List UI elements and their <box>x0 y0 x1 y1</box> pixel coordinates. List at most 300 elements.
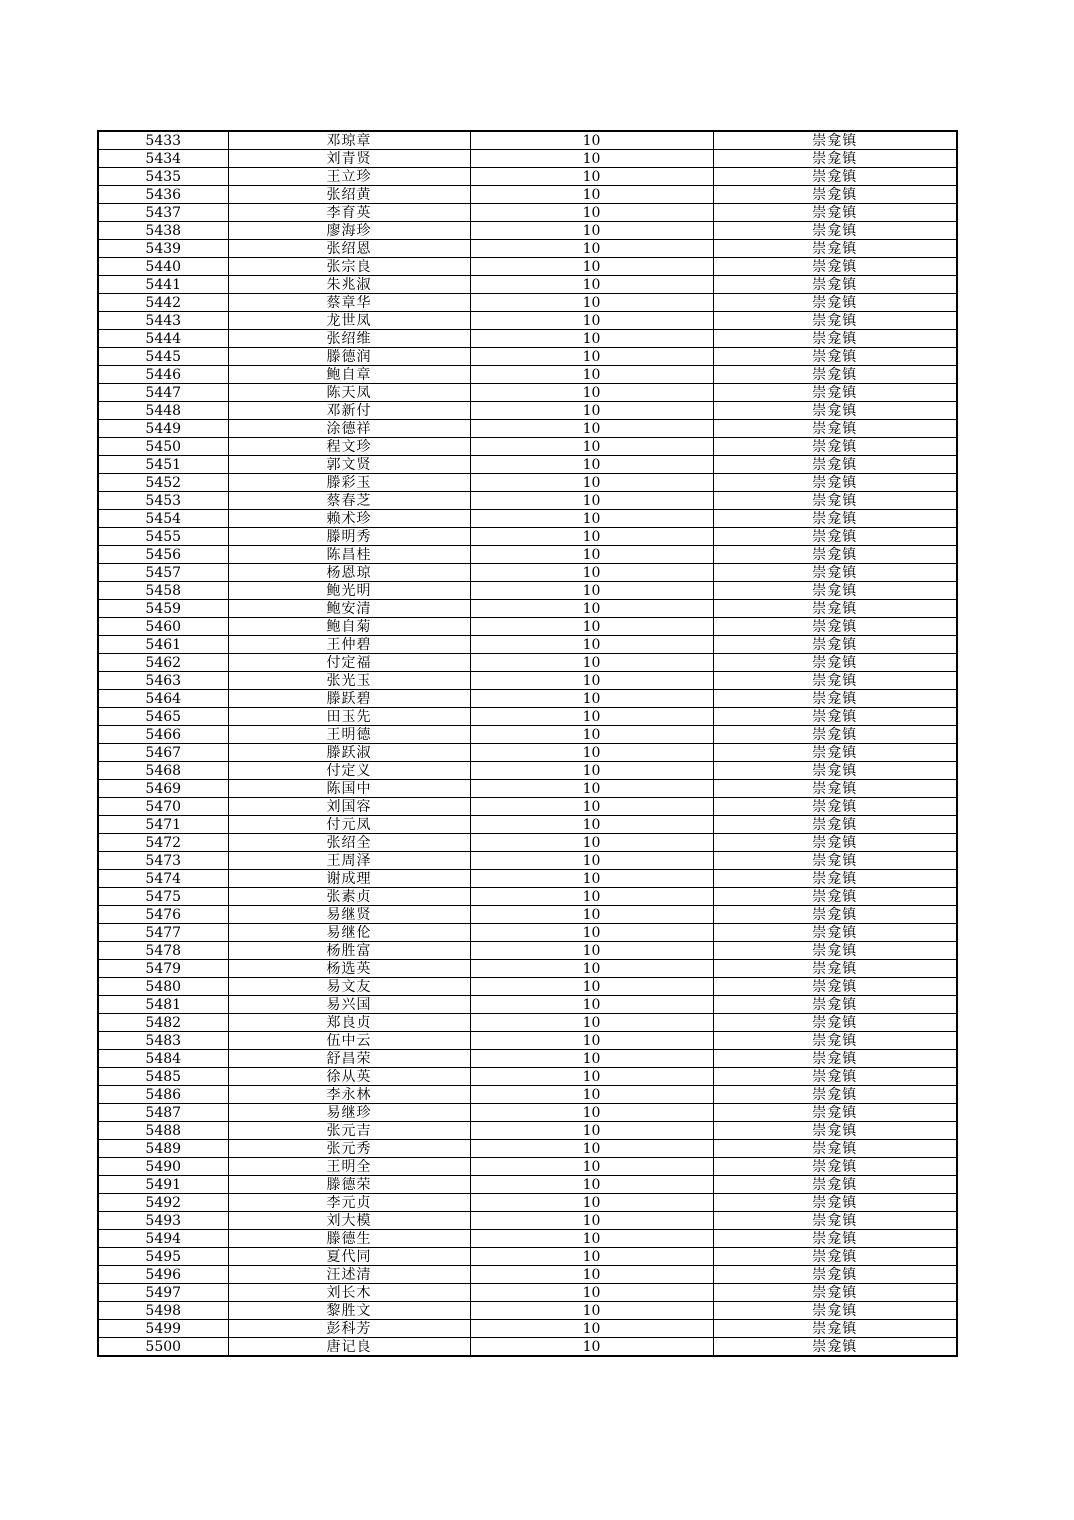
amount-cell: 10 <box>470 258 713 276</box>
amount-cell: 10 <box>470 708 713 726</box>
town-cell: 崇龛镇 <box>713 276 957 294</box>
table-row <box>98 1338 957 1357</box>
row-number-cell: 5463 <box>98 672 228 690</box>
row-number-cell: 5498 <box>98 1302 228 1320</box>
table-row <box>98 960 957 978</box>
amount-cell: 10 <box>470 312 713 330</box>
table-row <box>98 798 957 816</box>
amount-cell: 10 <box>470 978 713 996</box>
table-row <box>98 168 957 186</box>
person-name-cell: 易继珍 <box>228 1104 470 1122</box>
town-cell: 崇龛镇 <box>713 1014 957 1032</box>
table-row <box>98 366 957 384</box>
table-row <box>98 348 957 366</box>
table-row <box>98 186 957 204</box>
row-number-cell: 5456 <box>98 546 228 564</box>
row-number-cell: 5447 <box>98 384 228 402</box>
row-number-cell: 5451 <box>98 456 228 474</box>
row-number-cell: 5497 <box>98 1284 228 1302</box>
town-cell: 崇龛镇 <box>713 131 957 150</box>
person-name-cell: 涂德祥 <box>228 420 470 438</box>
row-number-cell: 5452 <box>98 474 228 492</box>
amount-cell: 10 <box>470 996 713 1014</box>
amount-cell: 10 <box>470 906 713 924</box>
person-name-cell: 李元贞 <box>228 1194 470 1212</box>
amount-cell: 10 <box>470 1284 713 1302</box>
table-row <box>98 1212 957 1230</box>
person-name-cell: 伍中云 <box>228 1032 470 1050</box>
amount-cell: 10 <box>470 366 713 384</box>
town-cell: 崇龛镇 <box>713 1266 957 1284</box>
person-name-cell: 邓琼章 <box>228 131 470 150</box>
amount-cell: 10 <box>470 240 713 258</box>
amount-cell: 10 <box>470 1086 713 1104</box>
amount-cell: 10 <box>470 131 713 150</box>
row-number-cell: 5448 <box>98 402 228 420</box>
town-cell: 崇龛镇 <box>713 1338 957 1357</box>
row-number-cell: 5476 <box>98 906 228 924</box>
row-number-cell: 5469 <box>98 780 228 798</box>
amount-cell: 10 <box>470 510 713 528</box>
town-cell: 崇龛镇 <box>713 1158 957 1176</box>
row-number-cell: 5462 <box>98 654 228 672</box>
person-name-cell: 张绍维 <box>228 330 470 348</box>
amount-cell: 10 <box>470 744 713 762</box>
row-number-cell: 5489 <box>98 1140 228 1158</box>
person-name-cell: 郭文贤 <box>228 456 470 474</box>
table-row <box>98 1014 957 1032</box>
table-row <box>98 456 957 474</box>
person-name-cell: 廖海珍 <box>228 222 470 240</box>
amount-cell: 10 <box>470 528 713 546</box>
amount-cell: 10 <box>470 1158 713 1176</box>
amount-cell: 10 <box>470 456 713 474</box>
amount-cell: 10 <box>470 438 713 456</box>
amount-cell: 10 <box>470 1032 713 1050</box>
amount-cell: 10 <box>470 168 713 186</box>
amount-cell: 10 <box>470 1014 713 1032</box>
person-name-cell: 张元吉 <box>228 1122 470 1140</box>
table-row <box>98 834 957 852</box>
town-cell: 崇龛镇 <box>713 474 957 492</box>
row-number-cell: 5443 <box>98 312 228 330</box>
table-row <box>98 438 957 456</box>
table-row <box>98 222 957 240</box>
table-row <box>98 1068 957 1086</box>
row-number-cell: 5453 <box>98 492 228 510</box>
row-number-cell: 5441 <box>98 276 228 294</box>
person-name-cell: 唐记良 <box>228 1338 470 1357</box>
amount-cell: 10 <box>470 204 713 222</box>
row-number-cell: 5455 <box>98 528 228 546</box>
town-cell: 崇龛镇 <box>713 546 957 564</box>
row-number-cell: 5491 <box>98 1176 228 1194</box>
town-cell: 崇龛镇 <box>713 888 957 906</box>
amount-cell: 10 <box>470 492 713 510</box>
table-row <box>98 996 957 1014</box>
table-row <box>98 852 957 870</box>
table-body <box>98 131 957 1356</box>
table-row <box>98 1230 957 1248</box>
person-name-cell: 赖术珍 <box>228 510 470 528</box>
amount-cell: 10 <box>470 780 713 798</box>
person-name-cell: 龙世凤 <box>228 312 470 330</box>
town-cell: 崇龛镇 <box>713 510 957 528</box>
person-name-cell: 李育英 <box>228 204 470 222</box>
person-name-cell: 郑良贞 <box>228 1014 470 1032</box>
person-name-cell: 鲍光明 <box>228 582 470 600</box>
table-row <box>98 1032 957 1050</box>
data-table <box>97 130 958 1357</box>
table-row <box>98 384 957 402</box>
town-cell: 崇龛镇 <box>713 1068 957 1086</box>
town-cell: 崇龛镇 <box>713 672 957 690</box>
row-number-cell: 5475 <box>98 888 228 906</box>
amount-cell: 10 <box>470 1068 713 1086</box>
table-row <box>98 150 957 168</box>
row-number-cell: 5454 <box>98 510 228 528</box>
town-cell: 崇龛镇 <box>713 1140 957 1158</box>
row-number-cell: 5479 <box>98 960 228 978</box>
amount-cell: 10 <box>470 726 713 744</box>
amount-cell: 10 <box>470 186 713 204</box>
row-number-cell: 5483 <box>98 1032 228 1050</box>
row-number-cell: 5472 <box>98 834 228 852</box>
town-cell: 崇龛镇 <box>713 168 957 186</box>
table-row <box>98 1266 957 1284</box>
person-name-cell: 陈国中 <box>228 780 470 798</box>
row-number-cell: 5487 <box>98 1104 228 1122</box>
table-row <box>98 474 957 492</box>
table-row <box>98 564 957 582</box>
town-cell: 崇龛镇 <box>713 348 957 366</box>
town-cell: 崇龛镇 <box>713 1284 957 1302</box>
table-row <box>98 1284 957 1302</box>
row-number-cell: 5482 <box>98 1014 228 1032</box>
row-number-cell: 5457 <box>98 564 228 582</box>
town-cell: 崇龛镇 <box>713 1320 957 1338</box>
town-cell: 崇龛镇 <box>713 744 957 762</box>
town-cell: 崇龛镇 <box>713 204 957 222</box>
person-name-cell: 陈天凤 <box>228 384 470 402</box>
table-row <box>98 1122 957 1140</box>
row-number-cell: 5436 <box>98 186 228 204</box>
amount-cell: 10 <box>470 276 713 294</box>
row-number-cell: 5485 <box>98 1068 228 1086</box>
person-name-cell: 滕明秀 <box>228 528 470 546</box>
amount-cell: 10 <box>470 762 713 780</box>
town-cell: 崇龛镇 <box>713 1248 957 1266</box>
town-cell: 崇龛镇 <box>713 1050 957 1068</box>
row-number-cell: 5474 <box>98 870 228 888</box>
amount-cell: 10 <box>470 582 713 600</box>
person-name-cell: 王仲碧 <box>228 636 470 654</box>
row-number-cell: 5494 <box>98 1230 228 1248</box>
row-number-cell: 5484 <box>98 1050 228 1068</box>
row-number-cell: 5470 <box>98 798 228 816</box>
amount-cell: 10 <box>470 816 713 834</box>
town-cell: 崇龛镇 <box>713 690 957 708</box>
town-cell: 崇龛镇 <box>713 1104 957 1122</box>
town-cell: 崇龛镇 <box>713 1212 957 1230</box>
table-row <box>98 240 957 258</box>
town-cell: 崇龛镇 <box>713 996 957 1014</box>
town-cell: 崇龛镇 <box>713 222 957 240</box>
amount-cell: 10 <box>470 672 713 690</box>
town-cell: 崇龛镇 <box>713 186 957 204</box>
amount-cell: 10 <box>470 1302 713 1320</box>
town-cell: 崇龛镇 <box>713 762 957 780</box>
table-row <box>98 131 957 150</box>
town-cell: 崇龛镇 <box>713 456 957 474</box>
row-number-cell: 5434 <box>98 150 228 168</box>
amount-cell: 10 <box>470 1176 713 1194</box>
town-cell: 崇龛镇 <box>713 528 957 546</box>
person-name-cell: 张素贞 <box>228 888 470 906</box>
person-name-cell: 汪述清 <box>228 1266 470 1284</box>
person-name-cell: 李永林 <box>228 1086 470 1104</box>
town-cell: 崇龛镇 <box>713 726 957 744</box>
person-name-cell: 张宗良 <box>228 258 470 276</box>
row-number-cell: 5495 <box>98 1248 228 1266</box>
row-number-cell: 5460 <box>98 618 228 636</box>
town-cell: 崇龛镇 <box>713 978 957 996</box>
person-name-cell: 夏代同 <box>228 1248 470 1266</box>
table-row <box>98 978 957 996</box>
town-cell: 崇龛镇 <box>713 852 957 870</box>
town-cell: 崇龛镇 <box>713 870 957 888</box>
town-cell: 崇龛镇 <box>713 1176 957 1194</box>
person-name-cell: 舒昌荣 <box>228 1050 470 1068</box>
person-name-cell: 滕德生 <box>228 1230 470 1248</box>
row-number-cell: 5473 <box>98 852 228 870</box>
town-cell: 崇龛镇 <box>713 564 957 582</box>
person-name-cell: 易文友 <box>228 978 470 996</box>
amount-cell: 10 <box>470 1194 713 1212</box>
table-row <box>98 942 957 960</box>
table-row <box>98 618 957 636</box>
person-name-cell: 张绍黄 <box>228 186 470 204</box>
person-name-cell: 滕跃淑 <box>228 744 470 762</box>
person-name-cell: 程文珍 <box>228 438 470 456</box>
town-cell: 崇龛镇 <box>713 906 957 924</box>
town-cell: 崇龛镇 <box>713 384 957 402</box>
table-row <box>98 708 957 726</box>
amount-cell: 10 <box>470 1320 713 1338</box>
table-row <box>98 1140 957 1158</box>
amount-cell: 10 <box>470 1212 713 1230</box>
table-row <box>98 492 957 510</box>
table-row <box>98 204 957 222</box>
person-name-cell: 付元凤 <box>228 816 470 834</box>
town-cell: 崇龛镇 <box>713 1122 957 1140</box>
amount-cell: 10 <box>470 1104 713 1122</box>
amount-cell: 10 <box>470 618 713 636</box>
person-name-cell: 易兴国 <box>228 996 470 1014</box>
amount-cell: 10 <box>470 420 713 438</box>
table-row <box>98 402 957 420</box>
town-cell: 崇龛镇 <box>713 636 957 654</box>
row-number-cell: 5486 <box>98 1086 228 1104</box>
amount-cell: 10 <box>470 1140 713 1158</box>
amount-cell: 10 <box>470 924 713 942</box>
table-row <box>98 546 957 564</box>
town-cell: 崇龛镇 <box>713 258 957 276</box>
town-cell: 崇龛镇 <box>713 618 957 636</box>
town-cell: 崇龛镇 <box>713 294 957 312</box>
amount-cell: 10 <box>470 1050 713 1068</box>
table-row <box>98 258 957 276</box>
table-row <box>98 1176 957 1194</box>
row-number-cell: 5450 <box>98 438 228 456</box>
row-number-cell: 5445 <box>98 348 228 366</box>
town-cell: 崇龛镇 <box>713 402 957 420</box>
person-name-cell: 杨选英 <box>228 960 470 978</box>
row-number-cell: 5449 <box>98 420 228 438</box>
table-row <box>98 1302 957 1320</box>
amount-cell: 10 <box>470 402 713 420</box>
town-cell: 崇龛镇 <box>713 708 957 726</box>
town-cell: 崇龛镇 <box>713 150 957 168</box>
table-row <box>98 906 957 924</box>
row-number-cell: 5464 <box>98 690 228 708</box>
amount-cell: 10 <box>470 330 713 348</box>
table-row <box>98 726 957 744</box>
town-cell: 崇龛镇 <box>713 1230 957 1248</box>
amount-cell: 10 <box>470 1266 713 1284</box>
town-cell: 崇龛镇 <box>713 924 957 942</box>
person-name-cell: 蔡章华 <box>228 294 470 312</box>
person-name-cell: 滕彩玉 <box>228 474 470 492</box>
town-cell: 崇龛镇 <box>713 366 957 384</box>
amount-cell: 10 <box>470 654 713 672</box>
amount-cell: 10 <box>470 690 713 708</box>
row-number-cell: 5459 <box>98 600 228 618</box>
person-name-cell: 易继伦 <box>228 924 470 942</box>
town-cell: 崇龛镇 <box>713 816 957 834</box>
town-cell: 崇龛镇 <box>713 438 957 456</box>
table-row <box>98 690 957 708</box>
amount-cell: 10 <box>470 348 713 366</box>
town-cell: 崇龛镇 <box>713 1086 957 1104</box>
amount-cell: 10 <box>470 1338 713 1357</box>
row-number-cell: 5477 <box>98 924 228 942</box>
table-row <box>98 924 957 942</box>
person-name-cell: 王明全 <box>228 1158 470 1176</box>
table-row <box>98 636 957 654</box>
table-row <box>98 1248 957 1266</box>
person-name-cell: 刘国容 <box>228 798 470 816</box>
row-number-cell: 5439 <box>98 240 228 258</box>
amount-cell: 10 <box>470 888 713 906</box>
person-name-cell: 张绍恩 <box>228 240 470 258</box>
table-row <box>98 582 957 600</box>
row-number-cell: 5438 <box>98 222 228 240</box>
town-cell: 崇龛镇 <box>713 942 957 960</box>
amount-cell: 10 <box>470 474 713 492</box>
person-name-cell: 付定福 <box>228 654 470 672</box>
row-number-cell: 5461 <box>98 636 228 654</box>
amount-cell: 10 <box>470 546 713 564</box>
row-number-cell: 5458 <box>98 582 228 600</box>
person-name-cell: 邓新付 <box>228 402 470 420</box>
row-number-cell: 5446 <box>98 366 228 384</box>
town-cell: 崇龛镇 <box>713 1302 957 1320</box>
amount-cell: 10 <box>470 222 713 240</box>
amount-cell: 10 <box>470 1230 713 1248</box>
row-number-cell: 5500 <box>98 1338 228 1357</box>
town-cell: 崇龛镇 <box>713 654 957 672</box>
amount-cell: 10 <box>470 636 713 654</box>
amount-cell: 10 <box>470 600 713 618</box>
town-cell: 崇龛镇 <box>713 798 957 816</box>
amount-cell: 10 <box>470 852 713 870</box>
town-cell: 崇龛镇 <box>713 582 957 600</box>
person-name-cell: 黎胜文 <box>228 1302 470 1320</box>
row-number-cell: 5468 <box>98 762 228 780</box>
row-number-cell: 5466 <box>98 726 228 744</box>
table-row <box>98 510 957 528</box>
table-row <box>98 1086 957 1104</box>
town-cell: 崇龛镇 <box>713 1194 957 1212</box>
person-name-cell: 杨胜富 <box>228 942 470 960</box>
row-number-cell: 5444 <box>98 330 228 348</box>
row-number-cell: 5440 <box>98 258 228 276</box>
person-name-cell: 刘长木 <box>228 1284 470 1302</box>
person-name-cell: 王立珍 <box>228 168 470 186</box>
town-cell: 崇龛镇 <box>713 780 957 798</box>
table-row <box>98 1194 957 1212</box>
table-row <box>98 672 957 690</box>
row-number-cell: 5481 <box>98 996 228 1014</box>
person-name-cell: 易继贤 <box>228 906 470 924</box>
table-row <box>98 312 957 330</box>
amount-cell: 10 <box>470 150 713 168</box>
person-name-cell: 滕德润 <box>228 348 470 366</box>
person-name-cell: 刘青贤 <box>228 150 470 168</box>
table-row <box>98 330 957 348</box>
person-name-cell: 刘大模 <box>228 1212 470 1230</box>
person-name-cell: 田玉先 <box>228 708 470 726</box>
amount-cell: 10 <box>470 870 713 888</box>
person-name-cell: 张绍全 <box>228 834 470 852</box>
person-name-cell: 鲍自章 <box>228 366 470 384</box>
row-number-cell: 5467 <box>98 744 228 762</box>
amount-cell: 10 <box>470 1122 713 1140</box>
amount-cell: 10 <box>470 294 713 312</box>
table-row <box>98 600 957 618</box>
row-number-cell: 5499 <box>98 1320 228 1338</box>
table-row <box>98 528 957 546</box>
town-cell: 崇龛镇 <box>713 1032 957 1050</box>
town-cell: 崇龛镇 <box>713 600 957 618</box>
amount-cell: 10 <box>470 942 713 960</box>
person-name-cell: 付定义 <box>228 762 470 780</box>
person-name-cell: 谢成理 <box>228 870 470 888</box>
table-row <box>98 654 957 672</box>
row-number-cell: 5437 <box>98 204 228 222</box>
person-name-cell: 滕跃碧 <box>228 690 470 708</box>
person-name-cell: 陈昌桂 <box>228 546 470 564</box>
row-number-cell: 5492 <box>98 1194 228 1212</box>
town-cell: 崇龛镇 <box>713 330 957 348</box>
amount-cell: 10 <box>470 564 713 582</box>
table-row <box>98 1320 957 1338</box>
table-row <box>98 276 957 294</box>
amount-cell: 10 <box>470 960 713 978</box>
row-number-cell: 5488 <box>98 1122 228 1140</box>
town-cell: 崇龛镇 <box>713 960 957 978</box>
